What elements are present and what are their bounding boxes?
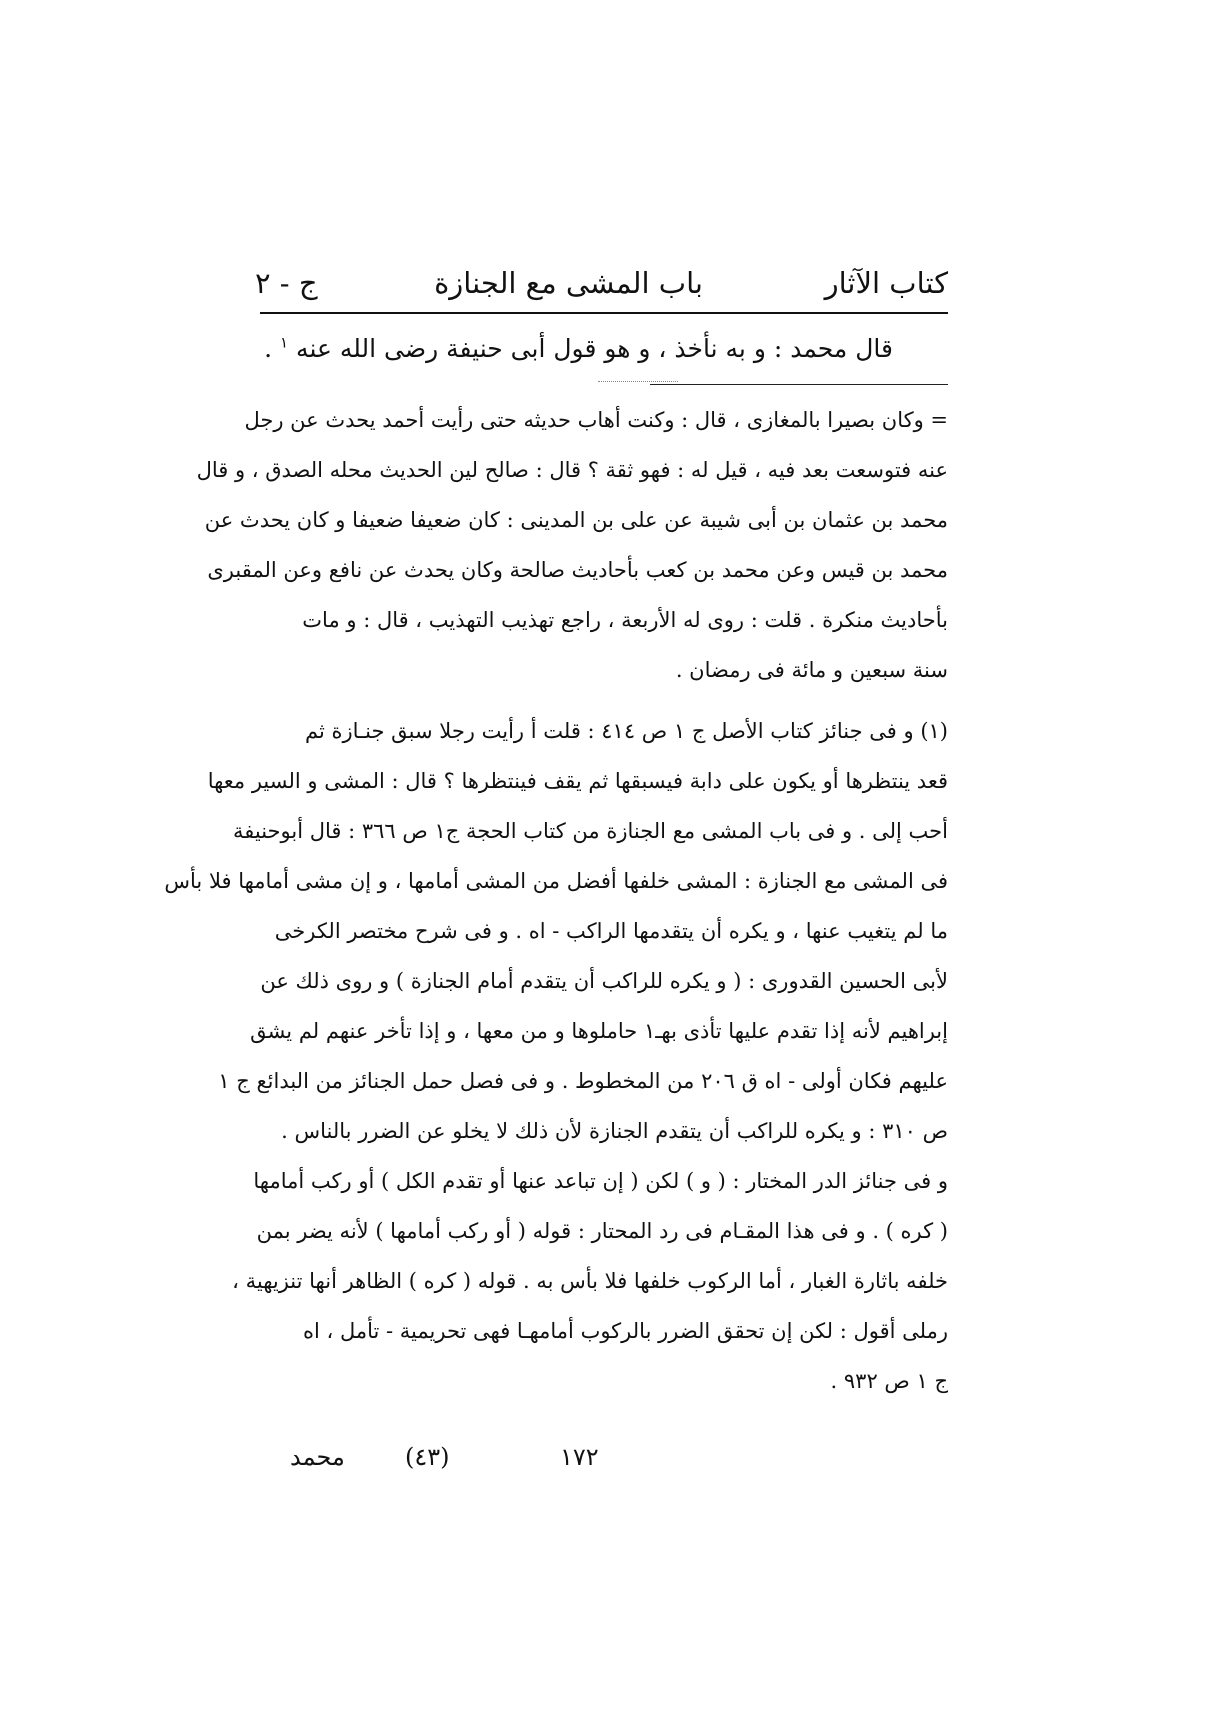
footnote-line: رملى أقول : لكن إن تحقق الضرر بالركوب أمامهـا فهى تحريمية - تأمل ، اه: [302, 1319, 948, 1343]
footnote-divider: [650, 384, 948, 385]
footnote-line: عليهم فكان أولى - اه ق ٢٠٦ من المخطوط . و فى فصل حمل الجنائز من البدائع ج ١: [218, 1069, 948, 1093]
main-text-end: .: [264, 334, 273, 363]
note-line: = وكان بصيرا بالمغازى ، قال : وكنت أهاب حديثه حتى رأيت أحمد يحدث عن رجل: [244, 408, 948, 432]
footnote-rule-faint: [598, 381, 678, 382]
chapter-title: باب المشى مع الجنازة: [434, 266, 703, 300]
note-line: عنه فتوسعت بعد فيه ، قيل له : فهو ثقة ؟ قال : صالح لين الحديث محله الصدق ، و قال: [196, 458, 948, 482]
header-divider: [260, 312, 948, 314]
note-line: محمد بن عثمان بن أبى شيبة عن على بن المدينى : كان ضعيفا ضعيفا و كان يحدث عن: [204, 508, 948, 532]
footnote-1: [164, 706, 948, 1406]
page-footer: [290, 1437, 610, 1477]
footnote-line: قعد ينتظرها أو يكون على دابة فيسبقها ثم يقف فينتظرها ؟ قال : المشى و السير معها: [207, 769, 948, 793]
footnote-line: خلفه باثارة الغبار ، أما الركوب خلفها فلا بأس به . قوله ( كره ) الظاهر أنها تنزيهية ،: [232, 1269, 948, 1293]
note-line: محمد بن قيس وعن محمد بن كعب بأحاديث صالحة وكان يحدث عن نافع وعن المقبرى: [207, 558, 948, 582]
note-line: سنة سبعين و مائة فى رمضان .: [675, 658, 948, 682]
signature-number: (٤٣): [405, 1443, 450, 1471]
note-line: بأحاديث منكرة . قلت : روى له الأربعة ، راجع تهذيب التهذيب ، قال : و مات: [302, 608, 948, 632]
footnote-line: ( كره ) . و فى هذا المقـام فى رد المحتار : قوله ( أو ركب أمامها ) لأنه يضر بمن: [256, 1219, 948, 1243]
footnote-marker: ١: [280, 333, 289, 352]
footnote-line: لأبى الحسين القدورى : ( و يكره للراكب أن يتقدم أمام الجنازة ) و روى ذلك عن: [260, 969, 948, 993]
footnote-line: أحب إلى . و فى باب المشى مع الجنازة من كتاب الحجة ج١ ص ٣٦٦ : قال أبوحنيفة: [233, 819, 948, 843]
footnote-line: (١) و فى جنائز كتاب الأصل ج ١ ص ٤١٤ : قلت أ رأيت رجلا سبق جنـازة ثم: [304, 719, 948, 743]
footnote-line: و فى جنائز الدر المختار : ( و ) لكن ( إن تباعد عنها أو تقدم الكل ) أو ركب أمامها: [253, 1169, 948, 1193]
main-text: [264, 326, 893, 372]
footer-author: محمد: [290, 1443, 345, 1471]
volume-label: ج - ٢: [255, 266, 318, 300]
page-number: ١٧٢: [560, 1443, 599, 1471]
main-text-line: قال محمد : و به نأخذ ، و هو قول أبى حنيفة رضى الله عنه: [296, 334, 893, 363]
footnote-line: فى المشى مع الجنازة : المشى خلفها أفضل من المشى أمامها ، و إن مشى أمامها فلا بأس: [164, 869, 948, 893]
footnote-line: إبراهيم لأنه إذا تقدم عليها تأذى بهـ١ حاملوها و من معها ، و إذا تأخر عنهم لم يشق: [250, 1019, 948, 1043]
continued-note: [196, 395, 948, 695]
footnote-line: ج ١ ص ٩٣٢ .: [830, 1369, 948, 1393]
book-title: كتاب الآثار: [824, 266, 948, 300]
footnote-line: ما لم يتغيب عنها ، و يكره أن يتقدمها الراكب - اه . و فى شرح مختصر الكرخى: [274, 919, 948, 943]
running-header: [255, 258, 948, 308]
footnote-line: ص ٣١٠ : و يكره للراكب أن يتقدم الجنازة لأن ذلك لا يخلو عن الضرر بالناس .: [281, 1119, 948, 1143]
